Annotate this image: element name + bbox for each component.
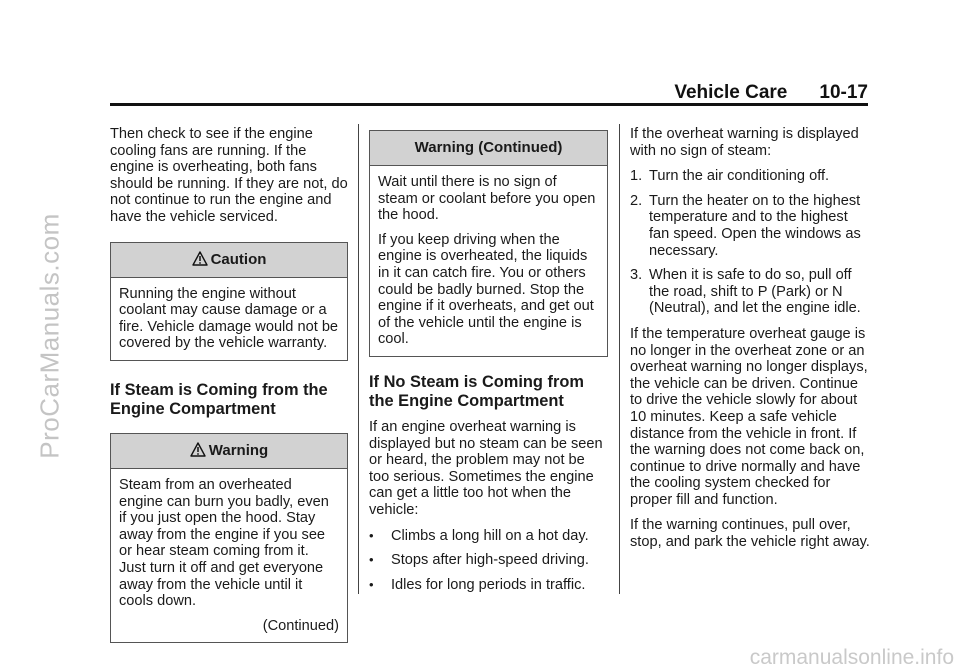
step-number: 3. bbox=[630, 267, 643, 284]
list-item bbox=[369, 552, 608, 569]
warning-box bbox=[110, 433, 348, 643]
column-3 bbox=[630, 126, 870, 560]
step-number: 1. bbox=[630, 168, 643, 185]
caution-box bbox=[110, 242, 348, 361]
column-divider-2 bbox=[619, 124, 620, 594]
page-number: 10-17 bbox=[819, 82, 868, 103]
bullet-text: Climbs a long hill on a hot day. bbox=[391, 527, 589, 544]
continued-label: (Continued) bbox=[262, 617, 339, 634]
overheat-intro: If the overheat warning is displayed with no sign of steam: bbox=[630, 126, 859, 159]
list-item bbox=[630, 267, 870, 317]
step-text: When it is safe to do so, pull off the road, shift to P (Park) or N (Neutral), and let the engine idle. bbox=[649, 267, 861, 317]
list-item bbox=[369, 577, 608, 594]
warning-continued-title: Warning (Continued) bbox=[370, 131, 607, 166]
page-header bbox=[110, 82, 868, 104]
step-text: Turn the heater on to the highest temperature and to the highest fan speed. Open the windows as necessary. bbox=[649, 192, 861, 259]
bullet-text: Idles for long periods in traffic. bbox=[391, 576, 586, 593]
caution-title-text: Caution bbox=[210, 250, 267, 268]
bullet-icon: • bbox=[369, 527, 374, 543]
caution-body: Running the engine without coolant may cause damage or a fire. Vehicle damage would not be covered by the vehicle warranty. bbox=[119, 285, 339, 352]
warning-title-text: Warning bbox=[208, 441, 269, 459]
no-steam-intro: If an engine overheat warning is displayed but no steam can be seen or heard, the problem may not be too serious. Sometimes the engine can get a little too hot when the vehicle: bbox=[369, 418, 603, 518]
bullet-list bbox=[369, 528, 608, 594]
warning-body: Steam from an overheated engine can burn you badly, even if you just open the hood. Stay away from the engine if you see or hear steam coming from it. Just turn it off and get everyone away from the vehicle until it cools down. bbox=[119, 476, 329, 610]
bullet-text: Stops after high-speed driving. bbox=[391, 552, 589, 569]
warning-title bbox=[111, 434, 347, 469]
list-item bbox=[630, 193, 870, 259]
warning-continued-p2: If you keep driving when the engine is overheated, the liquids in it can catch fire. You or others could be badly burned. Stop the engine if it overheats, and get out of the vehicle until the engine is cool. bbox=[378, 231, 594, 348]
step-number: 2. bbox=[630, 192, 643, 209]
caution-title bbox=[111, 243, 347, 278]
section-heading-steam: If Steam is Coming from the Engine Compartment bbox=[110, 380, 328, 418]
bullet-icon: • bbox=[369, 552, 374, 568]
intro-paragraph: Then check to see if the engine cooling fans are running. If the engine is overheating, both fans should be running. If they are not, do not continue to run the engine and have the vehicle serviced. bbox=[110, 126, 348, 225]
column-divider-1 bbox=[358, 124, 359, 594]
list-item bbox=[630, 168, 870, 185]
warning-continued-box bbox=[369, 130, 608, 357]
watermark-bottom: carmanualsonline.info bbox=[749, 646, 954, 669]
section-title: Vehicle Care bbox=[674, 82, 788, 103]
section-heading-no-steam: If No Steam is Coming from the Engine Compartment bbox=[369, 372, 584, 410]
warning-continued-p1: Wait until there is no sign of steam or coolant before you open the hood. bbox=[378, 174, 596, 224]
column-2 bbox=[369, 130, 608, 601]
warning-triangle-icon bbox=[192, 251, 208, 266]
header-rule bbox=[110, 103, 868, 106]
bullet-icon: • bbox=[369, 576, 374, 592]
numbered-steps bbox=[630, 168, 870, 317]
list-item bbox=[369, 528, 608, 545]
warning-triangle-icon bbox=[190, 442, 206, 457]
column-1 bbox=[110, 126, 348, 655]
gauge-paragraph: If the temperature overheat gauge is no longer in the overheat zone or an overheat warning no longer displays, the vehicle can be driven. Continue to drive the vehicle slowly for about 10 minutes. Keep a safe vehicle distance from the vehicle in front. If the warning does not come back on, continue to drive normally and have the cooling system checked for proper fill and function. bbox=[630, 325, 868, 508]
step-text: Turn the air conditioning off. bbox=[649, 168, 830, 185]
watermark-left: ProCarManuals.com bbox=[34, 213, 65, 459]
continues-paragraph: If the warning continues, pull over, stop, and park the vehicle right away. bbox=[630, 517, 870, 551]
